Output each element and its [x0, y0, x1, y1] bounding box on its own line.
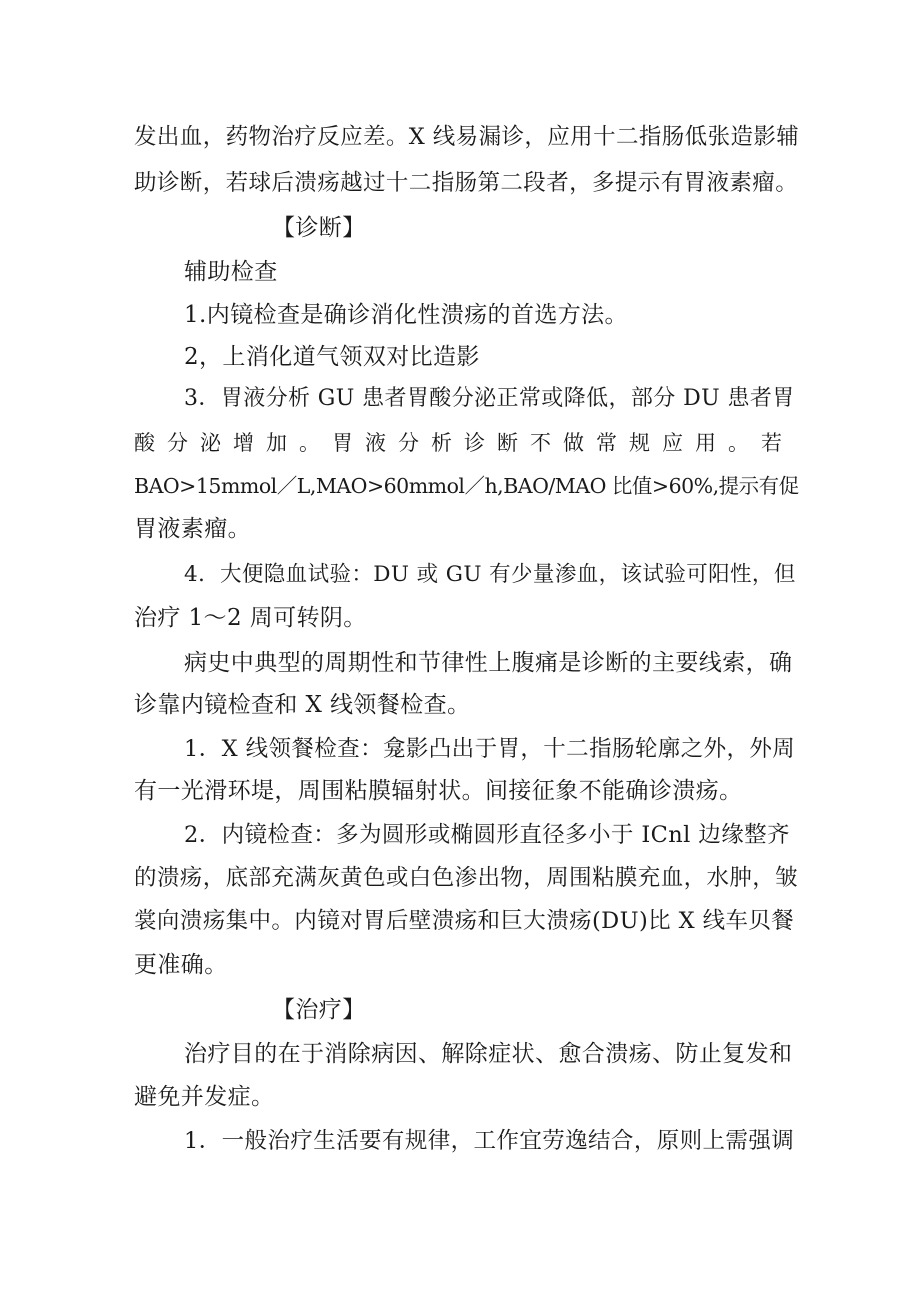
section-heading-diagnosis: 【诊断】 — [272, 215, 366, 241]
text-line: 助诊断，若球后溃疡越过十二指肠第二段者，多提示有胃液素瘤。 — [134, 170, 799, 196]
text-line: 酸分泌增加。胃液分析诊断不做常规应用。若 — [134, 431, 794, 455]
text-line: 1.内镜检查是确诊消化性溃疡的首选方法。 — [184, 302, 628, 328]
section-heading-treatment: 【治疗】 — [272, 997, 366, 1023]
text-line: 更准确。 — [134, 952, 228, 978]
text-line: 的溃疡，底部充满灰黄色或白色渗出物，周围粘膜充血，水肿，皱 — [134, 865, 799, 891]
text-line: 避免并发症。 — [134, 1084, 275, 1110]
text-line: 2．内镜检查：多为圆形或椭圆形直径多小于 ICnl 边缘整齐 — [184, 822, 790, 848]
text-line: 治疗 1～2 周可转阴。 — [134, 605, 367, 631]
text-line: 4．大便隐血试验：DU 或 GU 有少量渗血，该试验可阳性，但 — [184, 562, 796, 587]
text-line: 1．X 线领餐检查：龛影凸出于胃，十二指肠轮廓之外，外周 — [184, 736, 796, 762]
text-line: 裳向溃疡集中。内镜对胃后壁溃疡和巨大溃疡(DU)比 X 线车贝餐 — [134, 908, 795, 934]
text-line: 3．胃液分析 GU 患者胃酸分泌正常或降低，部分 DU 患者胃 — [184, 386, 795, 411]
text-line: 1．一般治疗生活要有规律，工作宜劳逸结合，原则上需强调 — [184, 1128, 795, 1154]
text-line: 有一光滑环堤，周围粘膜辐射状。间接征象不能确诊溃疡。 — [134, 778, 743, 804]
text-line: 辅助检查 — [184, 259, 278, 285]
text-line: BAO>15mmol／L,MAO>60mmol／h,BAO/MAO 比值>60%,提示有促 — [134, 474, 799, 498]
text-line: 诊靠内镜检查和 X 线领餐检查。 — [134, 692, 471, 718]
text-line: 胃液素瘤。 — [134, 516, 251, 542]
text-line: 治疗目的在于消除病因、解除症状、愈合溃疡、防止复发和 — [184, 1041, 793, 1067]
text-line: 2，上消化道气领双对比造影 — [184, 344, 480, 370]
text-line: 病史中典型的周期性和节律性上腹痛是诊断的主要线索，确 — [184, 650, 793, 676]
text-line: 发出血，药物治疗反应差。X 线易漏诊，应用十二指肠低张造影辅 — [134, 124, 800, 150]
